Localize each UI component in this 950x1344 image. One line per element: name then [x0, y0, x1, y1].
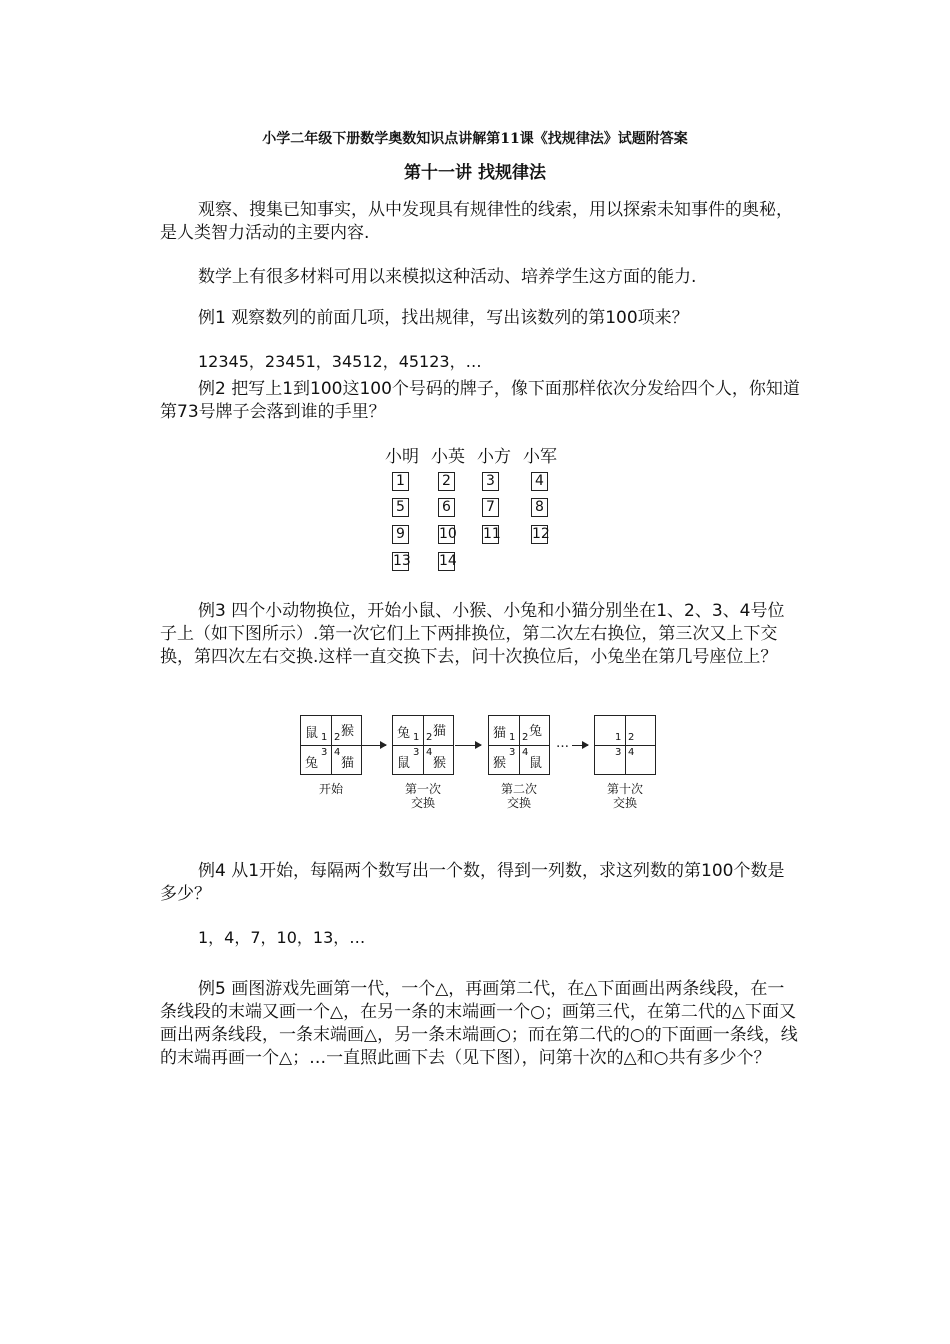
example-5-question: 例5 画图游戏先画第一代，一个△，再画第二代，在△下面画出两条线段，在一条线段的末端又画一个△，在另一条的末端画一个○；画第三代，在第二代的△下面又画出两条线段，一条末端画△，另一条末端画○；而在第二代的○的下面画一条线，线的末端再画一个△；…一直照此画下去（见下图），问第十次的△和○共有多少个？ — [160, 979, 798, 1068]
document-title: 小学二年级下册数学奥数知识点讲解第11课《找规律法》试题附答案 — [262, 131, 688, 147]
seat-box-caption — [388, 782, 458, 810]
seat-number: 4 — [334, 747, 341, 758]
number-card: 14 — [439, 553, 457, 569]
example-2-name-row — [385, 442, 569, 467]
seat-animal: 鼠 — [397, 756, 411, 771]
seat-box-caption — [590, 782, 660, 810]
seat-number: 3 — [509, 747, 516, 758]
seat-animal: 猫 — [493, 726, 507, 741]
caption-line: 第二次 — [500, 782, 537, 796]
example-1-question: 例1 观察数列的前面几项，找出规律，写出该数列的第100项来？ — [198, 308, 689, 328]
caption-line: 交换 — [506, 796, 531, 810]
arrow-2 — [455, 745, 481, 746]
number-card: 9 — [392, 525, 409, 544]
example-3-question: 例3 四个小动物换位，开始小鼠、小猴、小兔和小猫分别坐在1、2、3、4号位子上（如下图所示）.第一次它们上下两排换位，第二次左右换位，第三次又上下交换，第四次左右交换.这样一直交换下去，问十次换位后，小兔坐在第几号座位上？ — [160, 601, 785, 667]
name-xiaoying: 小英 — [431, 447, 465, 467]
seat-number: 2 — [334, 732, 341, 743]
lecture-title: 第十一讲 找规律法 — [404, 163, 546, 183]
caption-line: 第十次 — [606, 782, 643, 796]
seat-animal: 猴 — [493, 756, 507, 771]
seat-animal: 兔 — [305, 756, 319, 771]
seat-number: 3 — [321, 747, 328, 758]
number-card: 12 — [532, 526, 550, 542]
name-xiaoming: 小明 — [385, 447, 419, 467]
seat-divider — [519, 716, 520, 774]
number-card: 3 — [482, 472, 499, 491]
seat-box — [300, 715, 362, 775]
seat-number: 1 — [615, 732, 622, 743]
seat-divider — [331, 716, 332, 774]
seat-number: 2 — [522, 732, 529, 743]
number-card: 10 — [439, 526, 457, 542]
seat-number: 1 — [321, 732, 328, 743]
seat-box — [488, 715, 550, 775]
seat-animal: 猴 — [433, 756, 447, 771]
seat-animal: 兔 — [529, 724, 543, 739]
seat-animal: 猴 — [341, 724, 355, 739]
example-4-sequence: 1，4，7，10，13，… — [198, 928, 366, 947]
ellipsis-dots: … — [556, 736, 569, 751]
seat-number: 4 — [522, 747, 529, 758]
seat-number: 3 — [615, 747, 622, 758]
number-card: 1 — [392, 472, 409, 491]
number-card: 7 — [482, 498, 499, 517]
caption-line: 开始 — [318, 782, 343, 796]
number-card: 13 — [393, 553, 411, 569]
caption-line: 第一次 — [404, 782, 441, 796]
seat-number: 1 — [413, 732, 420, 743]
seat-animal: 鼠 — [529, 756, 543, 771]
example-2-question: 例2 把写上1到100这100个号码的牌子，像下面那样依次分发给四个人，你知道第73号牌子会落到谁的手里？ — [160, 379, 800, 422]
arrow-3 — [572, 745, 588, 746]
seat-divider — [423, 716, 424, 774]
seat-box — [392, 715, 454, 775]
intro-paragraph-1: 观察、搜集已知事实，从中发现具有规律性的线索，用以探索未知事件的奥秘，是人类智力活动的主要内容. — [160, 200, 793, 243]
seat-box-caption — [296, 782, 366, 796]
seat-animal: 鼠 — [305, 726, 319, 741]
number-card: 5 — [392, 498, 409, 517]
arrow-1 — [362, 745, 386, 746]
number-card: 6 — [438, 498, 455, 517]
caption-line: 交换 — [410, 796, 435, 810]
seat-number: 4 — [426, 747, 433, 758]
number-card: 2 — [438, 472, 455, 491]
seat-number: 3 — [413, 747, 420, 758]
caption-line: 交换 — [612, 796, 637, 810]
seat-animal: 兔 — [397, 726, 411, 741]
number-card: 8 — [531, 498, 548, 517]
seat-box-caption — [484, 782, 554, 810]
seat-number: 2 — [628, 732, 635, 743]
number-card: 11 — [483, 526, 501, 542]
seat-divider — [625, 716, 626, 774]
number-card: 4 — [531, 472, 548, 491]
example-1-sequence: 12345，23451，34512，45123，… — [198, 352, 482, 371]
seat-box — [594, 715, 656, 775]
example-4-question: 例4 从1开始，每隔两个数写出一个数，得到一列数，求这列数的第100个数是多少？ — [160, 861, 785, 904]
seat-animal: 猫 — [341, 756, 355, 771]
seat-number: 4 — [628, 747, 635, 758]
name-xiaojun: 小军 — [523, 447, 557, 467]
seat-number: 2 — [426, 732, 433, 743]
seat-animal: 猫 — [433, 724, 447, 739]
seat-number: 1 — [509, 732, 516, 743]
name-xiaofang: 小方 — [477, 447, 511, 467]
intro-paragraph-2: 数学上有很多材料可用以来模拟这种活动、培养学生这方面的能力. — [198, 267, 697, 287]
